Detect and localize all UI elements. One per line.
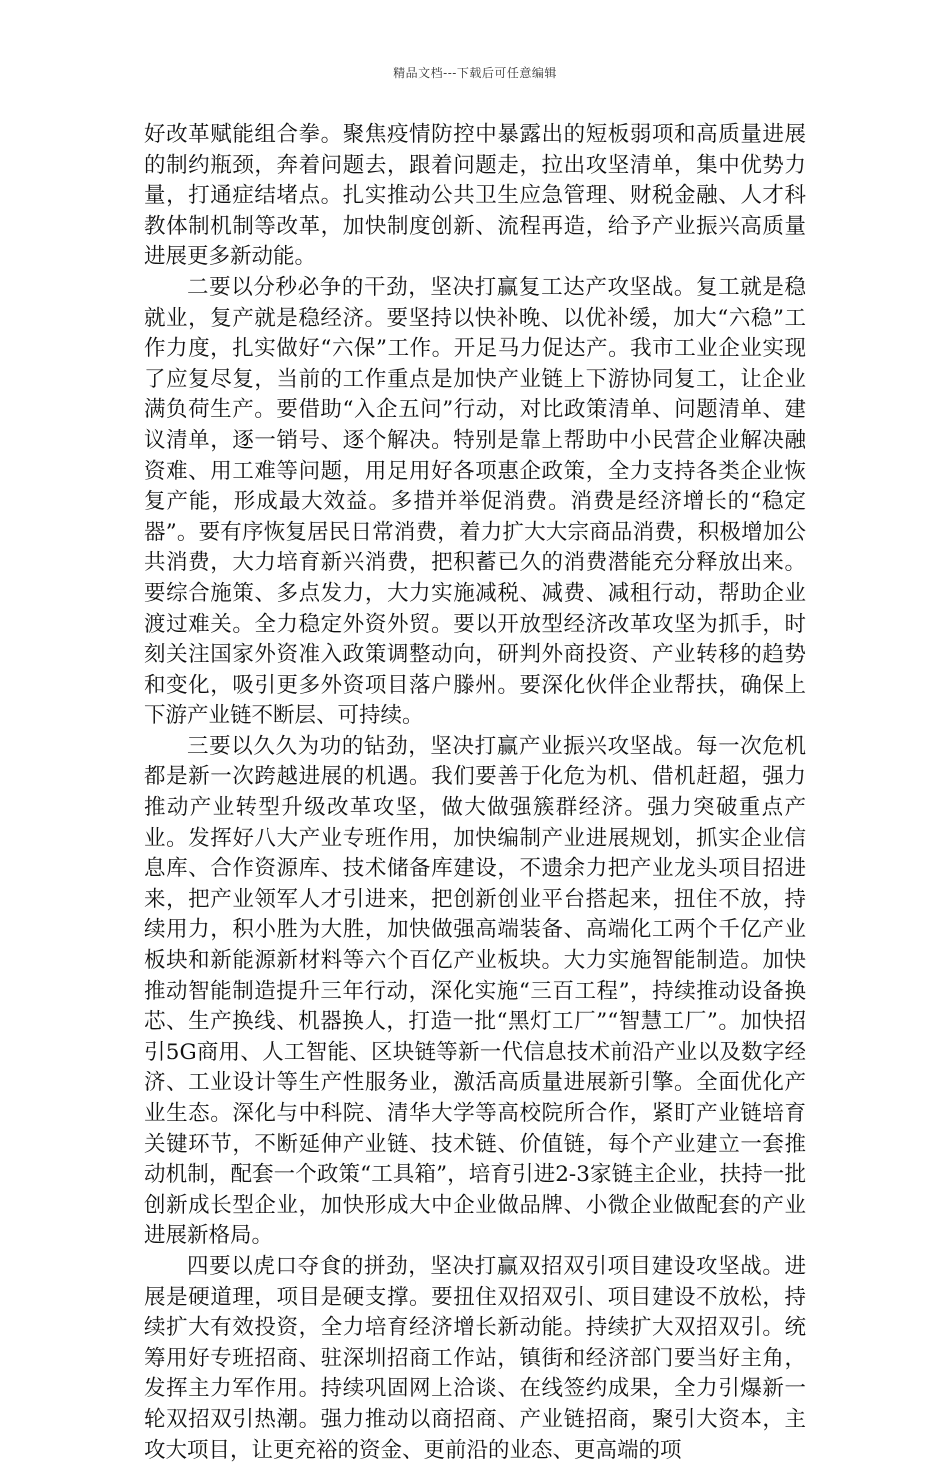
document-body — [144, 120, 806, 1466]
paragraph-continuation: 好改革赋能组合拳。聚焦疫情防控中暴露出的短板弱项和高质量进展的制约瓶颈，奔着问题去，跟着问题走，拉出攻坚清单，集中优势力量，打通症结堵点。扎实推动公共卫生应急管理、财税金融、人才科教体制机制等改革，加快制度创新、流程再造，给予产业振兴高质量进展更多新动能。 — [144, 122, 806, 270]
paragraph-fourth-point: 四要以虎口夺食的拼劲，坚决打赢双招双引项目建设攻坚战。进展是硬道理，项目是硬支撑。要扭住双招双引、项目建设不放松，持续扩大有效投资，全力培育经济增长新动能。持续扩大双招双引。统筹用好专班招商、驻深圳招商工作站，镇街和经济部门要当好主角，发挥主力军作用。持续巩固网上洽谈、在线签约成果，全力引爆新一轮双招双引热潮。强力推动以商招商、产业链招商，聚引大资本，主攻大项目，让更充裕的资金、更前沿的业态、更高端的项 — [144, 1253, 806, 1463]
page-header: 精品文档---下载后可任意编辑 — [393, 66, 557, 80]
paragraph-third-point: 三要以久久为功的钻劲，坚决打赢产业振兴攻坚战。每一次危机都是新一次跨越进展的机遇。我们要善于化危为机、借机赶超，强力推动产业转型升级改革攻坚，做大做强簇群经济。强力突破重点产业。发挥好八大产业专班作用，加快编制产业进展规划，抓实企业信息库、合作资源库、技术储备库建设，不遗余力把产业龙头项目招进来，把产业领军人才引进来，把创新创业平台搭起来，扭住不放，持续用力，积小胜为大胜，加快做强高端装备、高端化工两个千亿产业板块和新能源新材料等六个百亿产业板块。大力实施智能制造。加快推动智能制造提升三年行动，深化实施“三百工程”，持续推动设备换芯、生产换线、机器换人，打造一批“黑灯工厂”“智慧工厂”。加快招引5G商用、人工智能、区块链等新一代信息技术前沿产业以及数字经济、工业设计等生产性服务业，激活高质量进展新引擎。全面优化产业生态。深化与中科院、清华大学等高校院所合作，紧盯产业链培育关键环节，不断延伸产业链、技术链、价值链，每个产业建立一套推动机制，配套一个政策“工具箱”，培育引进2-3家链主企业，扶持一批创新成长型企业，加快形成大中企业做品牌、小微企业做配套的产业进展新格局。 — [144, 733, 806, 1249]
paragraph-second-point: 二要以分秒必争的干劲，坚决打赢复工达产攻坚战。复工就是稳就业，复产就是稳经济。要坚持以快补晚、以优补缓，加大“六稳”工作力度，扎实做好“六保”工作。开足马力促达产。我市工业企业实现了应复尽复，当前的工作重点是加快产业链上下游协同复工，让企业满负荷生产。要借助“入企五问”行动，对比政策清单、问题清单、建议清单，逐一销号、逐个解决。特别是靠上帮助中小民营企业解决融资难、用工难等问题，用足用好各项惠企政策，全力支持各类企业恢复产能，形成最大效益。多措并举促消费。消费是经济增长的“稳定器”。要有序恢复居民日常消费，着力扩大大宗商品消费，积极增加公共消费，大力培育新兴消费，把积蓄已久的消费潜能充分释放出来。要综合施策、多点发力，大力实施减税、减费、减租行动，帮助企业渡过难关。全力稳定外资外贸。要以开放型经济改革攻坚为抓手，时刻关注国家外资准入政策调整动向，研判外商投资、产业转移的趋势和变化，吸引更多外资项目落户滕州。要深化伙伴企业帮扶，确保上下游产业链不断层、可持续。 — [144, 274, 806, 729]
